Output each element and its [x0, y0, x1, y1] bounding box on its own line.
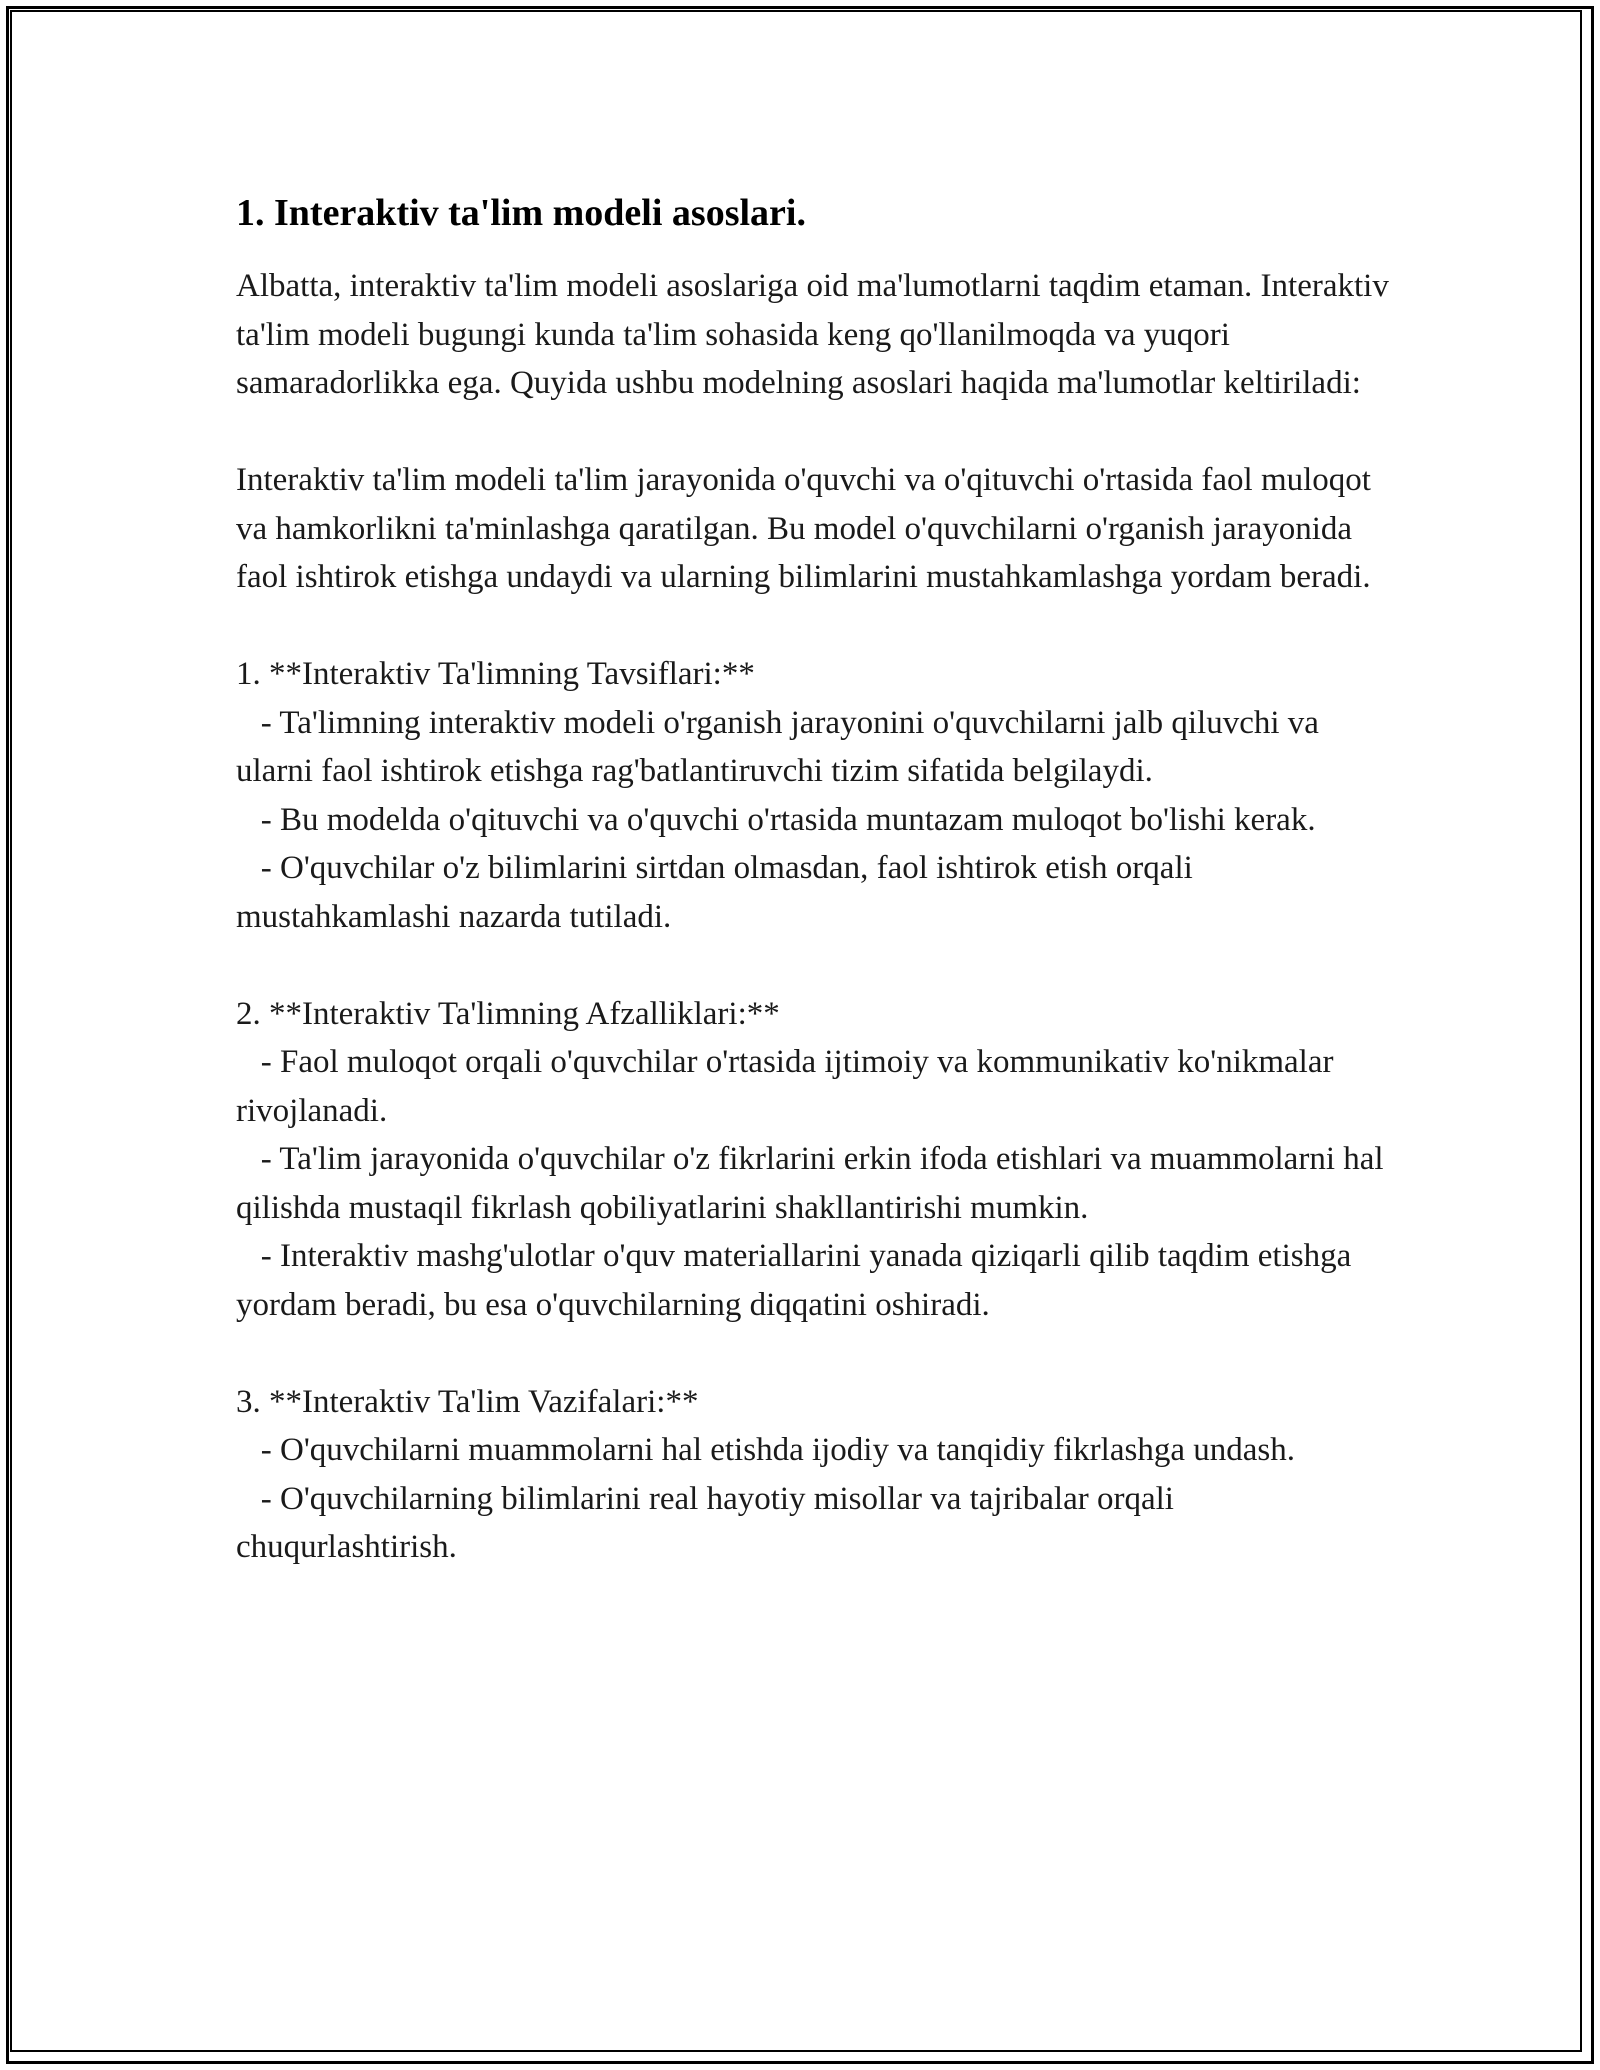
- list-item: - Bu modelda o'qituvchi va o'quvchi o'rtasida muntazam muloqot bo'lishi kerak.: [236, 801, 1316, 838]
- list-item: - O'quvchilarning bilimlarini real hayotiy misollar va tajribalar orqali chuqurlashtirish.: [236, 1480, 1183, 1565]
- list-item: - Faol muloqot orqali o'quvchilar o'rtasida ijtimoiy va kommunikativ ko'nikmalar rivojlanadi.: [236, 1044, 1342, 1129]
- document-title: 1. Interaktiv ta'lim modeli asoslari.: [236, 192, 806, 234]
- section-heading: 2. **Interaktiv Ta'limning Afzalliklari:**: [236, 995, 780, 1032]
- paragraph-spacer: [236, 941, 1396, 990]
- document-body: [236, 184, 1396, 1572]
- section-afzalliklari: [236, 990, 1396, 1330]
- section-heading: 1. **Interaktiv Ta'limning Tavsiflari:**: [236, 656, 755, 692]
- list-item: - O'quvchilarni muammolarni hal etishda ijodiy va tanqidiy fikrlashga undash.: [236, 1432, 1295, 1468]
- section-tavsiflari: [236, 650, 1396, 941]
- list-item: - O'quvchilar o'z bilimlarini sirtdan olmasdan, faol ishtirok etish orqali mustahkamlashi nazarda tutiladi.: [236, 850, 1202, 935]
- paragraph-spacer: [236, 1329, 1396, 1378]
- paragraph-spacer: [236, 408, 1396, 457]
- section-heading: 3. **Interaktiv Ta'lim Vazifalari:**: [236, 1383, 699, 1420]
- list-item: - Interaktiv mashg'ulotlar o'quv materiallarini yanada qiziqarli qilib taqdim etishga yordam beradi, bu esa o'quvchilarning diqqatini oshiradi.: [236, 1238, 1360, 1323]
- list-item: - Ta'limning interaktiv modeli o'rganish jarayonini o'quvchilarni jalb qiluvchi va ularni faol ishtirok etishga rag'batlantiruvchi tizim sifatida belgilaydi.: [236, 704, 1328, 789]
- section-vazifalari: [236, 1378, 1396, 1572]
- overview-paragraph: Interaktiv ta'lim modeli ta'lim jarayonida o'quvchi va o'qituvchi o'rtasida faol muloqot va hamkorlikni ta'minlashga qaratilgan. Bu model o'quvchilarni o'rganish jarayonida faol ishtirok etishga undaydi va ularning bilimlarini mustahkamlashga yordam beradi.: [236, 462, 1380, 595]
- paragraph-spacer: [236, 602, 1396, 651]
- list-item: - Ta'lim jarayonida o'quvchilar o'z fikrlarini erkin ifoda etishlari va muammolarni hal qilishda mustaqil fikrlash qobiliyatlarini shakllantirishi mumkin.: [236, 1141, 1392, 1226]
- intro-paragraph: Albatta, interaktiv ta'lim modeli asoslariga oid ma'lumotlarni taqdim etaman. Interaktiv ta'lim modeli bugungi kunda ta'lim sohasida keng qo'llanilmoqda va yuqori samaradorlikka ega. Quyida ushbu modelning asoslari haqida ma'lumotlar keltiriladi:: [236, 268, 1398, 401]
